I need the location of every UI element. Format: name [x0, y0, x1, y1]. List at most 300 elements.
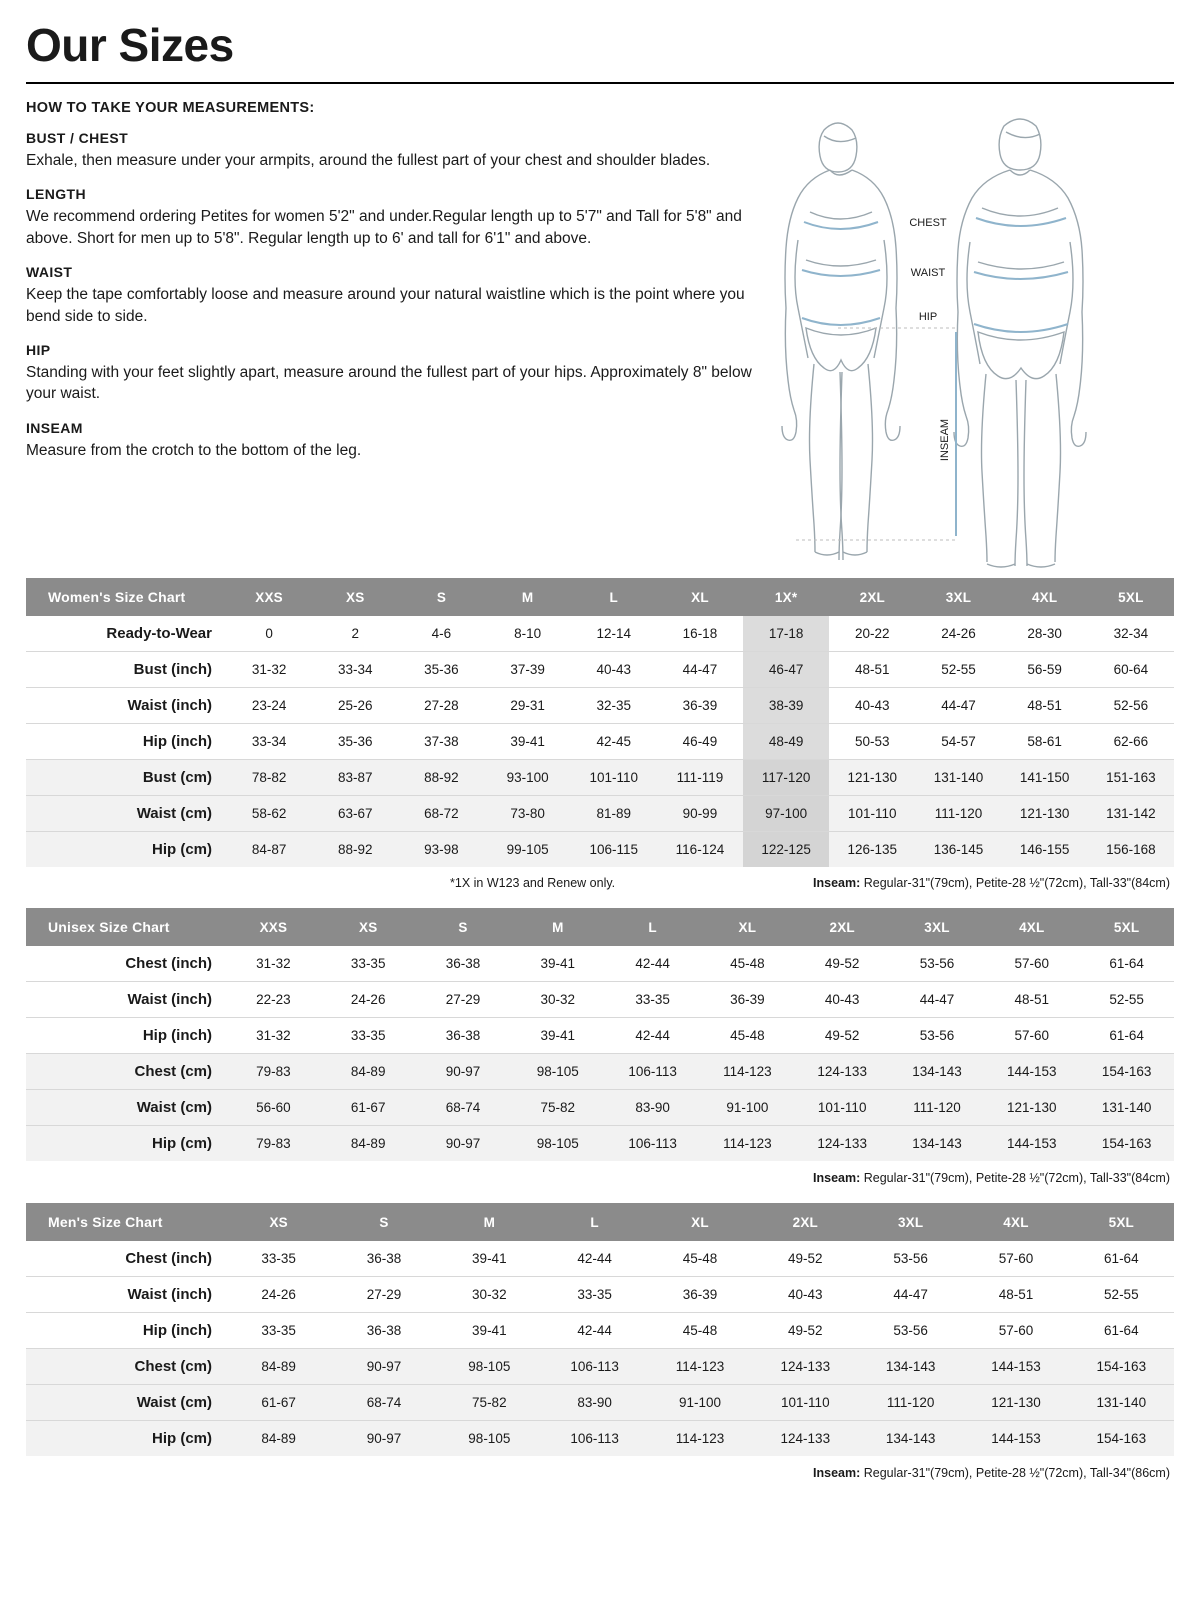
cell: 121-130: [963, 1385, 1068, 1421]
cell: 48-51: [1002, 688, 1088, 724]
cell: 90-99: [657, 796, 743, 832]
cell: 98-105: [437, 1349, 542, 1385]
measurement-text: Keep the tape comfortably loose and measure around your natural waistline which is the point where you bend side to side.: [26, 286, 745, 325]
cell: 106-113: [605, 1054, 700, 1090]
womens-size-chart-block: [26, 578, 1174, 890]
col-header: 4XL: [984, 908, 1079, 946]
measurement-instructions: [26, 100, 766, 476]
cell: 144-153: [984, 1126, 1079, 1162]
col-header: 2XL: [829, 578, 915, 616]
cell: 30-32: [510, 982, 605, 1018]
cell: 98-105: [510, 1054, 605, 1090]
cell: 98-105: [510, 1126, 605, 1162]
cell: 40-43: [571, 652, 657, 688]
cell: 53-56: [858, 1313, 963, 1349]
cell: 124-133: [753, 1349, 858, 1385]
col-header: XL: [657, 578, 743, 616]
inseam-value: Regular-31"(79cm), Petite-28 ½"(72cm), Tall-33"(84cm): [860, 1171, 1170, 1185]
mens-inseam-note: [26, 1456, 1174, 1480]
cell: 144-153: [963, 1349, 1068, 1385]
title-divider: [26, 82, 1174, 84]
row-label: Chest (inch): [26, 946, 226, 982]
cell: 33-35: [542, 1277, 647, 1313]
cell: 23-24: [226, 688, 312, 724]
cell: 48-51: [984, 982, 1079, 1018]
figure-labels: [909, 217, 951, 461]
cell: 24-26: [321, 982, 416, 1018]
cell-highlighted: 122-125: [743, 832, 829, 868]
row-label: Waist (cm): [26, 1090, 226, 1126]
cell: 79-83: [226, 1126, 321, 1162]
cell: 154-163: [1079, 1126, 1174, 1162]
cell: 32-35: [571, 688, 657, 724]
cell: 36-38: [331, 1313, 436, 1349]
cell: 28-30: [1002, 616, 1088, 652]
col-header: S: [398, 578, 484, 616]
label-inseam: INSEAM: [939, 418, 951, 462]
row-label: Waist (inch): [26, 1277, 226, 1313]
cell: 40-43: [753, 1277, 858, 1313]
cell: 4-6: [398, 616, 484, 652]
cell: 44-47: [858, 1277, 963, 1313]
measurement-text: Standing with your feet slightly apart, measure around the fullest part of your hips. Approximately 8" below your waist.: [26, 363, 752, 403]
cell: 106-113: [542, 1349, 647, 1385]
cell: 57-60: [963, 1241, 1068, 1277]
cell: 46-49: [657, 724, 743, 760]
table-row: [26, 982, 1174, 1018]
col-header: 5XL: [1069, 1203, 1174, 1241]
cell: 93-100: [485, 760, 571, 796]
cell: 39-41: [510, 946, 605, 982]
cell: 48-51: [963, 1277, 1068, 1313]
cell: 99-105: [485, 832, 571, 868]
col-header: XS: [226, 1203, 331, 1241]
cell: 111-119: [657, 760, 743, 796]
cell: 24-26: [226, 1277, 331, 1313]
cell: 134-143: [890, 1054, 985, 1090]
cell: 73-80: [485, 796, 571, 832]
cell: 56-60: [226, 1090, 321, 1126]
cell: 16-18: [657, 616, 743, 652]
cell: 106-115: [571, 832, 657, 868]
col-header: L: [571, 578, 657, 616]
col-header: 3XL: [858, 1203, 963, 1241]
row-label: Bust (cm): [26, 760, 226, 796]
col-header: M: [510, 908, 605, 946]
cell: 79-83: [226, 1054, 321, 1090]
cell: 33-35: [605, 982, 700, 1018]
cell: 24-26: [915, 616, 1001, 652]
measurement-item-bust: [26, 130, 766, 171]
cell: 131-140: [1069, 1385, 1174, 1421]
cell: 37-38: [398, 724, 484, 760]
cell: 20-22: [829, 616, 915, 652]
cell: 42-44: [605, 946, 700, 982]
col-header: L: [542, 1203, 647, 1241]
measurement-label: HIP: [26, 341, 51, 358]
cell: 101-110: [829, 796, 915, 832]
col-header: 2XL: [795, 908, 890, 946]
row-label: Ready-to-Wear: [26, 616, 226, 652]
cell-highlighted: 17-18: [743, 616, 829, 652]
row-label: Hip (inch): [26, 1313, 226, 1349]
cell: 90-97: [331, 1349, 436, 1385]
cell: 53-56: [858, 1241, 963, 1277]
measurement-item-length: [26, 186, 766, 249]
cell: 2: [312, 616, 398, 652]
cell: 75-82: [510, 1090, 605, 1126]
cell: 124-133: [795, 1126, 890, 1162]
male-figure: [954, 119, 1086, 567]
row-label: Hip (cm): [26, 1126, 226, 1162]
cell: 40-43: [795, 982, 890, 1018]
cell: 61-64: [1079, 1018, 1174, 1054]
col-header: XS: [312, 578, 398, 616]
cell: 52-56: [1088, 688, 1174, 724]
cell: 114-123: [700, 1126, 795, 1162]
unisex-size-chart-block: [26, 908, 1174, 1185]
cell: 40-43: [829, 688, 915, 724]
womens-size-chart: [26, 578, 1174, 867]
cell: 32-34: [1088, 616, 1174, 652]
cell: 62-66: [1088, 724, 1174, 760]
womens-inseam-note: [813, 876, 1170, 890]
cell: 84-87: [226, 832, 312, 868]
cell: 61-67: [226, 1385, 331, 1421]
measurement-text: Measure from the crotch to the bottom of the leg.: [26, 441, 362, 459]
female-figure: [782, 123, 900, 560]
row-label: Bust (inch): [26, 652, 226, 688]
label-hip: HIP: [918, 311, 938, 323]
cell: 35-36: [312, 724, 398, 760]
cell: 144-153: [984, 1054, 1079, 1090]
table-row: [26, 1090, 1174, 1126]
cell: 49-52: [753, 1241, 858, 1277]
col-header: L: [605, 908, 700, 946]
cell: 36-38: [416, 946, 511, 982]
measurement-label: BUST / CHEST: [26, 130, 129, 146]
cell: 60-64: [1088, 652, 1174, 688]
measurement-label: LENGTH: [26, 186, 86, 203]
row-label: Chest (cm): [26, 1054, 226, 1090]
table-row: [26, 616, 1174, 652]
unisex-inseam-note: [26, 1161, 1174, 1185]
cell: 98-105: [437, 1421, 542, 1457]
inseam-label: Inseam:: [813, 1171, 861, 1185]
cell: 42-44: [542, 1241, 647, 1277]
cell: 116-124: [657, 832, 743, 868]
col-header: 2XL: [753, 1203, 858, 1241]
col-header: 3XL: [915, 578, 1001, 616]
cell: 25-26: [312, 688, 398, 724]
cell: 48-51: [829, 652, 915, 688]
cell: 33-35: [321, 1018, 416, 1054]
cell: 111-120: [858, 1385, 963, 1421]
size-guide-page: [0, 19, 1200, 1480]
cell: 42-44: [542, 1313, 647, 1349]
cell: 101-110: [571, 760, 657, 796]
cell: 45-48: [700, 1018, 795, 1054]
table-header-row: [26, 908, 1174, 946]
cell: 114-123: [700, 1054, 795, 1090]
cell: 146-155: [1002, 832, 1088, 868]
cell: 61-67: [321, 1090, 416, 1126]
cell: 45-48: [647, 1313, 752, 1349]
cell: 154-163: [1069, 1421, 1174, 1457]
inseam-label: Inseam:: [813, 1466, 861, 1480]
cell: 49-52: [753, 1313, 858, 1349]
cell: 134-143: [890, 1126, 985, 1162]
row-label: Hip (inch): [26, 724, 226, 760]
womens-notes: [26, 867, 1174, 890]
cell: 50-53: [829, 724, 915, 760]
inseam-value: Regular-31"(79cm), Petite-28 ½"(72cm), Tall-34"(86cm): [860, 1466, 1170, 1480]
cell: 39-41: [510, 1018, 605, 1054]
cell: 52-55: [1069, 1277, 1174, 1313]
cell: 54-57: [915, 724, 1001, 760]
row-label: Hip (cm): [26, 1421, 226, 1457]
cell: 91-100: [647, 1385, 752, 1421]
cell: 45-48: [700, 946, 795, 982]
cell: 57-60: [963, 1313, 1068, 1349]
cell: 49-52: [795, 946, 890, 982]
cell: 84-89: [226, 1421, 331, 1457]
mens-chart-title: Men's Size Chart: [26, 1203, 226, 1241]
cell: 27-29: [331, 1277, 436, 1313]
cell: 68-74: [331, 1385, 436, 1421]
cell: 49-52: [795, 1018, 890, 1054]
cell: 58-61: [1002, 724, 1088, 760]
cell: 53-56: [890, 1018, 985, 1054]
cell: 27-28: [398, 688, 484, 724]
table-row: [26, 688, 1174, 724]
cell: 136-145: [915, 832, 1001, 868]
cell: 42-45: [571, 724, 657, 760]
col-header: XXS: [226, 908, 321, 946]
cell: 8-10: [485, 616, 571, 652]
row-label: Waist (cm): [26, 1385, 226, 1421]
col-header: S: [331, 1203, 436, 1241]
cell: 93-98: [398, 832, 484, 868]
measurement-item-inseam: [26, 420, 766, 461]
cell: 33-35: [321, 946, 416, 982]
cell: 68-72: [398, 796, 484, 832]
cell: 154-163: [1069, 1349, 1174, 1385]
cell: 84-89: [321, 1126, 416, 1162]
cell: 22-23: [226, 982, 321, 1018]
cell: 126-135: [829, 832, 915, 868]
cell: 83-90: [542, 1385, 647, 1421]
table-row: [26, 724, 1174, 760]
cell: 0: [226, 616, 312, 652]
table-row: [26, 1385, 1174, 1421]
inseam-value: Regular-31"(79cm), Petite-28 ½"(72cm), Tall-33"(84cm): [860, 876, 1170, 890]
cell: 84-89: [321, 1054, 416, 1090]
cell: 121-130: [829, 760, 915, 796]
table-row: [26, 1241, 1174, 1277]
label-chest: CHEST: [909, 217, 947, 229]
col-header: 3XL: [890, 908, 985, 946]
mens-size-chart-block: [26, 1203, 1174, 1480]
table-header-row: [26, 578, 1174, 616]
measurement-item-waist: [26, 264, 766, 327]
cell: 57-60: [984, 1018, 1079, 1054]
row-label: Hip (cm): [26, 832, 226, 868]
table-row: [26, 1349, 1174, 1385]
col-header: S: [416, 908, 511, 946]
cell: 30-32: [437, 1277, 542, 1313]
cell: 111-120: [915, 796, 1001, 832]
row-label: Hip (inch): [26, 1018, 226, 1054]
cell: 44-47: [915, 688, 1001, 724]
page-title: Our Sizes: [26, 19, 234, 71]
inseam-label: Inseam:: [813, 876, 861, 890]
table-row: [26, 1126, 1174, 1162]
cell: 39-41: [485, 724, 571, 760]
womens-footnote: *1X in W123 and Renew only.: [450, 876, 616, 890]
cell: 111-120: [890, 1090, 985, 1126]
cell: 31-32: [226, 1018, 321, 1054]
cell: 121-130: [984, 1090, 1079, 1126]
table-row: [26, 1277, 1174, 1313]
guide-lines: [796, 328, 956, 540]
cell: 114-123: [647, 1421, 752, 1457]
cell: 36-39: [700, 982, 795, 1018]
col-header: M: [437, 1203, 542, 1241]
col-header: XXS: [226, 578, 312, 616]
cell: 134-143: [858, 1421, 963, 1457]
row-label: Waist (cm): [26, 796, 226, 832]
unisex-size-chart: [26, 908, 1174, 1161]
table-row: [26, 1018, 1174, 1054]
body-diagram: [776, 100, 1174, 560]
col-header: 4XL: [1002, 578, 1088, 616]
cell-highlighted: 38-39: [743, 688, 829, 724]
cell: 27-29: [416, 982, 511, 1018]
cell: 88-92: [312, 832, 398, 868]
cell: 29-31: [485, 688, 571, 724]
cell: 44-47: [890, 982, 985, 1018]
table-row: [26, 832, 1174, 868]
cell: 106-113: [542, 1421, 647, 1457]
col-header: 5XL: [1079, 908, 1174, 946]
cell: 154-163: [1079, 1054, 1174, 1090]
cell: 39-41: [437, 1241, 542, 1277]
cell: 35-36: [398, 652, 484, 688]
cell: 36-38: [331, 1241, 436, 1277]
cell: 83-87: [312, 760, 398, 796]
col-header: 4XL: [963, 1203, 1068, 1241]
cell: 144-153: [963, 1421, 1068, 1457]
cell: 134-143: [858, 1349, 963, 1385]
cell: 90-97: [331, 1421, 436, 1457]
cell: 151-163: [1088, 760, 1174, 796]
cell: 75-82: [437, 1385, 542, 1421]
measurement-label: WAIST: [26, 264, 73, 281]
measurements-heading: HOW TO TAKE YOUR MEASUREMENTS:: [26, 100, 315, 116]
row-label: Chest (inch): [26, 1241, 226, 1277]
table-row: [26, 1054, 1174, 1090]
cell: 36-38: [416, 1018, 511, 1054]
cell: 90-97: [416, 1054, 511, 1090]
row-label: Waist (inch): [26, 688, 226, 724]
cell-highlighted: 117-120: [743, 760, 829, 796]
cell-highlighted: 46-47: [743, 652, 829, 688]
measurement-text: Exhale, then measure under your armpits, around the fullest part of your chest and shoulder blades.: [26, 152, 711, 169]
cell: 156-168: [1088, 832, 1174, 868]
table-row: [26, 1421, 1174, 1457]
cell: 84-89: [226, 1349, 331, 1385]
cell: 61-64: [1069, 1241, 1174, 1277]
mens-size-chart: [26, 1203, 1174, 1456]
col-header: 5XL: [1088, 578, 1174, 616]
cell: 90-97: [416, 1126, 511, 1162]
table-row: [26, 760, 1174, 796]
cell: 37-39: [485, 652, 571, 688]
table-header-row: [26, 1203, 1174, 1241]
table-row: [26, 652, 1174, 688]
cell: 78-82: [226, 760, 312, 796]
cell: 61-64: [1079, 946, 1174, 982]
womens-chart-title: Women's Size Chart: [26, 578, 226, 616]
measurement-text: We recommend ordering Petites for women 5'2" and under.Regular length up to 5'7" and Tall for 5'8" and above. Short for men up to 5'8". Regular length up to 6' and tall for 6'1" and above.: [26, 208, 742, 247]
cell: 101-110: [753, 1385, 858, 1421]
top-section: [26, 100, 1174, 560]
cell: 141-150: [1002, 760, 1088, 796]
cell: 81-89: [571, 796, 657, 832]
col-header: XL: [700, 908, 795, 946]
cell: 114-123: [647, 1349, 752, 1385]
cell: 45-48: [647, 1241, 752, 1277]
cell: 101-110: [795, 1090, 890, 1126]
cell: 31-32: [226, 652, 312, 688]
cell: 33-35: [226, 1241, 331, 1277]
cell: 52-55: [915, 652, 1001, 688]
cell: 68-74: [416, 1090, 511, 1126]
table-row: [26, 1313, 1174, 1349]
table-row: [26, 946, 1174, 982]
cell: 106-113: [605, 1126, 700, 1162]
cell: 12-14: [571, 616, 657, 652]
row-label: Waist (inch): [26, 982, 226, 1018]
label-waist: WAIST: [910, 267, 946, 279]
cell: 57-60: [984, 946, 1079, 982]
cell: 91-100: [700, 1090, 795, 1126]
cell: 83-90: [605, 1090, 700, 1126]
cell: 61-64: [1069, 1313, 1174, 1349]
cell: 36-39: [647, 1277, 752, 1313]
cell: 124-133: [753, 1421, 858, 1457]
cell: 33-35: [226, 1313, 331, 1349]
cell: 131-140: [1079, 1090, 1174, 1126]
measurement-item-hip: [26, 342, 766, 405]
cell: 121-130: [1002, 796, 1088, 832]
measurement-label: INSEAM: [26, 419, 83, 436]
cell-highlighted: 97-100: [743, 796, 829, 832]
cell: 56-59: [1002, 652, 1088, 688]
col-header: XS: [321, 908, 416, 946]
cell: 63-67: [312, 796, 398, 832]
cell: 42-44: [605, 1018, 700, 1054]
figures-svg: [776, 100, 1166, 570]
cell: 58-62: [226, 796, 312, 832]
col-header: M: [485, 578, 571, 616]
cell: 33-34: [312, 652, 398, 688]
cell: 131-140: [915, 760, 1001, 796]
cell: 52-55: [1079, 982, 1174, 1018]
cell-highlighted: 48-49: [743, 724, 829, 760]
cell: 39-41: [437, 1313, 542, 1349]
